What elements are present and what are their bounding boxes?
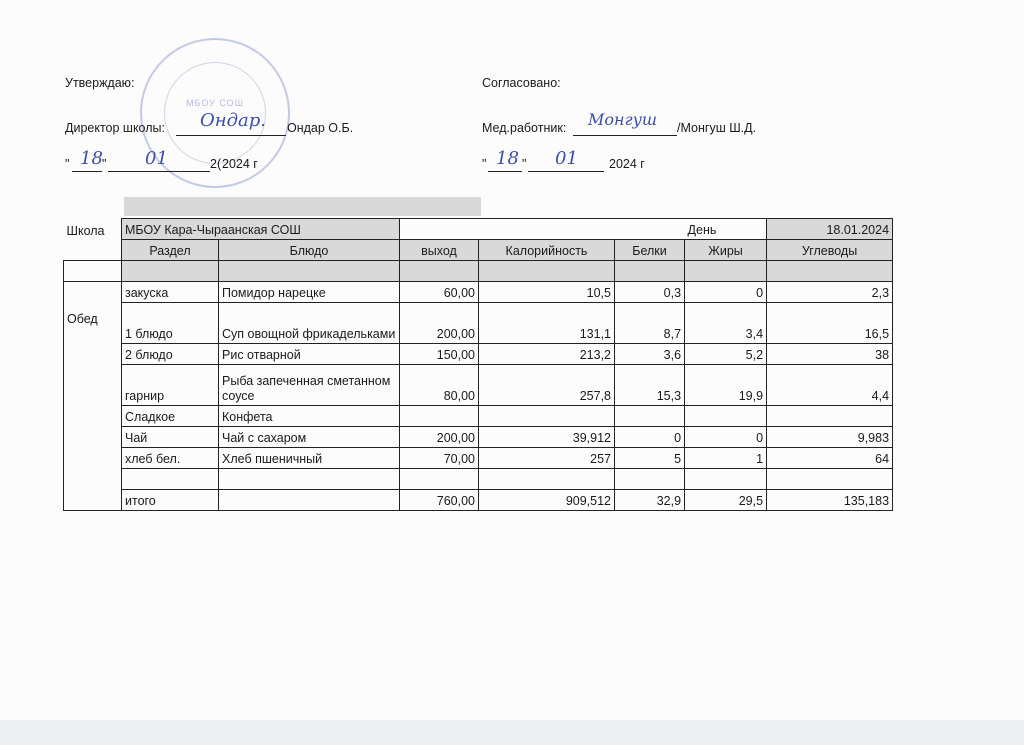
row-proteins: [615, 406, 685, 427]
row-calories: 10,5: [479, 282, 615, 303]
header-calories: Калорийность: [479, 240, 615, 261]
row-yield: 70,00: [400, 448, 479, 469]
row-dish: Помидор нарецке: [219, 282, 400, 303]
approval-month-line: [108, 171, 210, 172]
row-fats: 5,2: [685, 344, 767, 365]
blank-cell: [219, 469, 400, 490]
row-section: закуска: [122, 282, 219, 303]
row-fats: 1: [685, 448, 767, 469]
menu-table: [63, 218, 893, 511]
agreed-day-line: [488, 171, 522, 172]
table-row: [64, 406, 893, 427]
row-proteins: 5: [615, 448, 685, 469]
page-bottom-strip: [0, 720, 1024, 745]
table-row: [64, 427, 893, 448]
row-calories: 131,1: [479, 303, 615, 344]
director-label: Директор школы:: [65, 121, 165, 135]
total-carbs: 135,183: [767, 490, 893, 511]
agreed-month-line: [528, 171, 604, 172]
table-row: [64, 365, 893, 406]
row-yield: 200,00: [400, 303, 479, 344]
table-row: [64, 469, 893, 490]
approval-day-line: [72, 171, 102, 172]
medic-label: Мед.работник:: [482, 121, 567, 135]
header-dish: Блюдо: [219, 240, 400, 261]
row-carbs: 9,983: [767, 427, 893, 448]
row-section: Сладкое: [122, 406, 219, 427]
table-row: [64, 344, 893, 365]
header-yield: выход: [400, 240, 479, 261]
row-proteins: 8,7: [615, 303, 685, 344]
header-row: [64, 240, 893, 261]
approval-quote-open: ": [65, 157, 70, 171]
row-section: хлеб бел.: [122, 448, 219, 469]
row-calories: 39,912: [479, 427, 615, 448]
approval-year: 2024 г: [222, 157, 258, 171]
blank-cell: [615, 261, 685, 282]
row-dish: Суп овощной фрикадельками: [219, 303, 400, 344]
blank-cell: [767, 469, 893, 490]
row-yield: 200,00: [400, 427, 479, 448]
header-fats: Жиры: [685, 240, 767, 261]
blank-cell: [122, 261, 219, 282]
row-carbs: 4,4: [767, 365, 893, 406]
table-row: [64, 282, 893, 303]
agreed-month: 01: [555, 148, 578, 169]
blank-cell: [615, 469, 685, 490]
meal-label: Обед: [64, 282, 122, 511]
agreed-day: 18: [496, 148, 519, 169]
row-carbs: [767, 406, 893, 427]
agreed-quote-close: ": [522, 157, 527, 171]
approval-month: 01: [145, 148, 168, 169]
table-row: [64, 261, 893, 282]
row-fats: 0: [685, 427, 767, 448]
row-yield: [400, 406, 479, 427]
medic-name: /Монгуш Ш.Д.: [677, 121, 757, 135]
row-section: гарнир: [122, 365, 219, 406]
row-calories: 257,8: [479, 365, 615, 406]
blank-cell: [64, 261, 122, 282]
row-section: 1 блюдо: [122, 303, 219, 344]
school-row-spacer: [400, 219, 685, 240]
director-signature-line: [176, 135, 286, 136]
table-row: [64, 303, 893, 344]
row-carbs: 2,3: [767, 282, 893, 303]
row-dish: Рыба запеченная сметанном соусе: [219, 365, 400, 406]
blank-cell: [479, 469, 615, 490]
agreed-year: 2024 г: [609, 157, 645, 171]
total-section: итого: [122, 490, 219, 511]
day-date: 18.01.2024: [767, 219, 893, 240]
row-dish: Конфета: [219, 406, 400, 427]
approval-quote-close: ": [102, 157, 107, 171]
school-label: Школа: [66, 223, 105, 238]
row-dish: Хлеб пшеничный: [219, 448, 400, 469]
school-row: [64, 219, 893, 240]
row-fats: 3,4: [685, 303, 767, 344]
blank-cell: [400, 469, 479, 490]
table-row: [64, 448, 893, 469]
approval-year-prefix: 2(: [210, 157, 222, 171]
row-fats: 0: [685, 282, 767, 303]
medic-signature-line: [573, 135, 677, 136]
approval-day: 18: [80, 148, 103, 169]
total-yield: 760,00: [400, 490, 479, 511]
row-yield: 150,00: [400, 344, 479, 365]
header-grey-strip: [124, 197, 481, 216]
blank-cell: [219, 261, 400, 282]
stamp-text: МБОУ СОШ: [186, 98, 244, 108]
director-signature: Ондар.: [200, 110, 266, 131]
medic-signature: Монгуш: [588, 110, 658, 129]
total-row: [64, 490, 893, 511]
blank-cell: [122, 469, 219, 490]
blank-cell: [479, 261, 615, 282]
row-dish: Рис отварной: [219, 344, 400, 365]
row-calories: 257: [479, 448, 615, 469]
blank-cell: [685, 261, 767, 282]
row-dish: Чай с сахаром: [219, 427, 400, 448]
agreed-label: Согласовано:: [482, 76, 561, 90]
row-fats: 19,9: [685, 365, 767, 406]
row-proteins: 0: [615, 427, 685, 448]
row-yield: 60,00: [400, 282, 479, 303]
blank-cell: [400, 261, 479, 282]
row-fats: [685, 406, 767, 427]
total-calories: 909,512: [479, 490, 615, 511]
day-label: День: [685, 219, 767, 240]
approve-label: Утверждаю:: [65, 76, 135, 90]
row-calories: [479, 406, 615, 427]
row-yield: 80,00: [400, 365, 479, 406]
row-carbs: 16,5: [767, 303, 893, 344]
header-carbs: Углеводы: [767, 240, 893, 261]
school-name: МБОУ Кара-Чыраанская СОШ: [122, 219, 400, 240]
blank-cell: [685, 469, 767, 490]
row-calories: 213,2: [479, 344, 615, 365]
total-proteins: 32,9: [615, 490, 685, 511]
row-proteins: 3,6: [615, 344, 685, 365]
total-fats: 29,5: [685, 490, 767, 511]
agreed-quote-open: ": [482, 157, 487, 171]
row-proteins: 15,3: [615, 365, 685, 406]
row-section: Чай: [122, 427, 219, 448]
row-proteins: 0,3: [615, 282, 685, 303]
director-name: Ондар О.Б.: [287, 121, 354, 135]
row-carbs: 64: [767, 448, 893, 469]
row-section: 2 блюдо: [122, 344, 219, 365]
header-blank: [64, 240, 122, 261]
header-section: Раздел: [122, 240, 219, 261]
header-proteins: Белки: [615, 240, 685, 261]
total-dish: [219, 490, 400, 511]
row-carbs: 38: [767, 344, 893, 365]
blank-cell: [767, 261, 893, 282]
